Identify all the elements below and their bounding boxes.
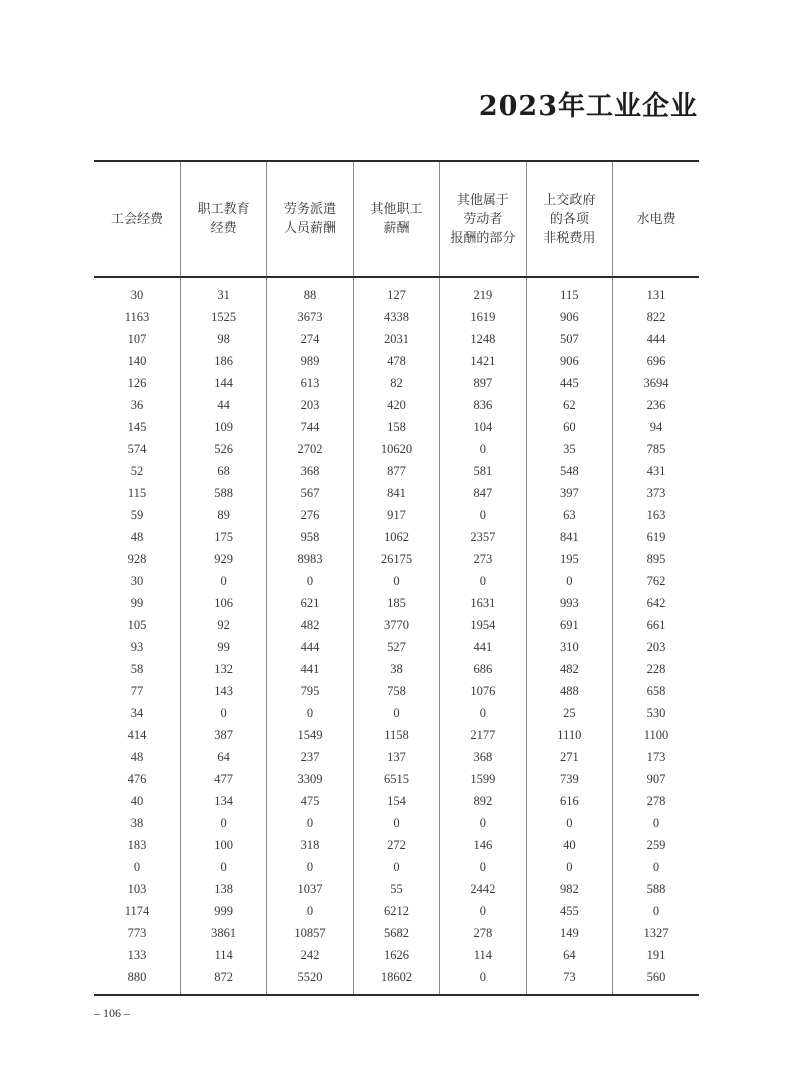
table-row <box>94 394 699 416</box>
table-cell: 560 <box>613 966 699 995</box>
column-header-line: 经费 <box>210 221 237 236</box>
table-cell: 2442 <box>440 878 526 900</box>
table-cell: 621 <box>267 592 353 614</box>
table-cell: 6212 <box>353 900 439 922</box>
table-cell: 107 <box>127 331 147 346</box>
table-cell: 63 <box>526 504 612 526</box>
table-cell: 1174 <box>124 903 150 918</box>
table-cell: 526 <box>180 438 266 460</box>
table-cell: 744 <box>267 416 353 438</box>
table-cell: 1076 <box>440 680 526 702</box>
table-cell: 906 <box>526 306 612 328</box>
table-cell: 30 <box>130 573 144 588</box>
table-cell: 89 <box>180 504 266 526</box>
table-cell: 0 <box>613 812 699 834</box>
page-title: 2023年工业企业 <box>478 91 698 122</box>
table-cell: 795 <box>267 680 353 702</box>
table-cell: 132 <box>180 658 266 680</box>
table-cell: 1525 <box>180 306 266 328</box>
table-cell: 175 <box>180 526 266 548</box>
table-cell: 30 <box>130 287 144 302</box>
table-cell: 3861 <box>180 922 266 944</box>
table-row <box>94 812 699 834</box>
table-cell: 488 <box>526 680 612 702</box>
table-cell: 989 <box>267 350 353 372</box>
table-cell: 0 <box>353 812 439 834</box>
table-cell: 126 <box>127 375 147 390</box>
table-cell: 762 <box>613 570 699 592</box>
column-header-line: 工会经费 <box>110 211 163 227</box>
table-cell: 104 <box>440 416 526 438</box>
table-cell: 10620 <box>353 438 439 460</box>
table-cell: 6515 <box>353 768 439 790</box>
table-cell: 154 <box>353 790 439 812</box>
table-cell: 588 <box>180 482 266 504</box>
column-header-line: 其他属于 <box>456 192 509 208</box>
table-cell: 758 <box>353 680 439 702</box>
table-cell: 18602 <box>353 966 439 995</box>
table-cell: 58 <box>130 661 144 676</box>
table-cell: 1158 <box>353 724 439 746</box>
table-cell: 3309 <box>267 768 353 790</box>
table-cell: 1599 <box>440 768 526 790</box>
table-cell: 36 <box>130 397 144 412</box>
table-cell: 431 <box>613 460 699 482</box>
table-cell: 907 <box>613 768 699 790</box>
table-cell: 98 <box>180 328 266 350</box>
table-cell: 195 <box>526 548 612 570</box>
table-cell: 548 <box>526 460 612 482</box>
table-cell: 892 <box>440 790 526 812</box>
table-cell: 259 <box>613 834 699 856</box>
table-row <box>94 768 699 790</box>
table-cell: 0 <box>267 900 353 922</box>
table-cell: 507 <box>526 328 612 350</box>
table-cell: 368 <box>440 746 526 768</box>
table-cell: 0 <box>526 812 612 834</box>
table-row <box>94 724 699 746</box>
table-cell: 2357 <box>440 526 526 548</box>
table-row <box>94 856 699 878</box>
table-cell: 92 <box>180 614 266 636</box>
table-cell: 203 <box>267 394 353 416</box>
table-row <box>94 966 699 995</box>
table-row <box>94 834 699 856</box>
table-cell: 163 <box>613 504 699 526</box>
table-cell: 106 <box>180 592 266 614</box>
table-cell: 0 <box>267 856 353 878</box>
column-header <box>180 161 266 277</box>
table-row <box>94 416 699 438</box>
table-cell: 1110 <box>526 724 612 746</box>
table-cell: 173 <box>613 746 699 768</box>
table-cell: 127 <box>353 277 439 306</box>
column-header-line: 非税费用 <box>543 230 596 246</box>
table-cell: 228 <box>613 658 699 680</box>
column-header <box>526 161 612 277</box>
table-cell: 236 <box>613 394 699 416</box>
table-cell: 60 <box>526 416 612 438</box>
table-cell: 880 <box>127 969 147 984</box>
table-row <box>94 482 699 504</box>
table-row <box>94 636 699 658</box>
table-cell: 441 <box>440 636 526 658</box>
table-cell: 25 <box>526 702 612 724</box>
table-cell: 642 <box>613 592 699 614</box>
table-cell: 0 <box>353 702 439 724</box>
table-row <box>94 438 699 460</box>
table-cell: 134 <box>180 790 266 812</box>
table-cell: 140 <box>127 353 147 368</box>
table-cell: 191 <box>613 944 699 966</box>
table-cell: 48 <box>130 749 144 764</box>
table-cell: 0 <box>526 570 612 592</box>
table-cell: 82 <box>353 372 439 394</box>
table-cell: 0 <box>440 900 526 922</box>
table-cell: 137 <box>353 746 439 768</box>
table-cell: 0 <box>133 859 141 874</box>
table-cell: 100 <box>180 834 266 856</box>
table-cell: 8983 <box>267 548 353 570</box>
table-cell: 482 <box>526 658 612 680</box>
table-cell: 35 <box>526 438 612 460</box>
table-row <box>94 658 699 680</box>
table-cell: 895 <box>613 548 699 570</box>
column-header <box>353 161 439 277</box>
table-cell: 999 <box>180 900 266 922</box>
table-cell: 1100 <box>613 724 699 746</box>
table-cell: 574 <box>127 441 147 456</box>
table-cell: 73 <box>526 966 612 995</box>
table-cell: 477 <box>180 768 266 790</box>
table-cell: 34 <box>130 705 144 720</box>
table-body <box>94 277 699 995</box>
table-cell: 99 <box>130 595 144 610</box>
column-header-line: 职工教育 <box>197 202 250 217</box>
table-cell: 841 <box>526 526 612 548</box>
table-cell: 445 <box>526 372 612 394</box>
table-row <box>94 526 699 548</box>
table-cell: 0 <box>440 966 526 995</box>
table-cell: 55 <box>353 878 439 900</box>
table-header <box>94 161 699 277</box>
column-header <box>267 161 353 277</box>
table-cell: 0 <box>613 900 699 922</box>
table-cell: 929 <box>180 548 266 570</box>
table-row <box>94 306 699 328</box>
table-row <box>94 460 699 482</box>
column-header-line: 薪酬 <box>383 221 410 236</box>
table-cell: 414 <box>127 727 147 742</box>
table-cell: 115 <box>526 277 612 306</box>
column-header-line: 上交政府 <box>543 192 596 208</box>
table-cell: 273 <box>440 548 526 570</box>
table-cell: 94 <box>613 416 699 438</box>
table-cell: 52 <box>130 463 144 478</box>
table-cell: 478 <box>353 350 439 372</box>
table-cell: 1631 <box>440 592 526 614</box>
table-cell: 93 <box>130 639 144 654</box>
table-row <box>94 570 699 592</box>
column-header-line: 其他职工 <box>370 202 423 217</box>
table-cell: 619 <box>613 526 699 548</box>
table-cell: 276 <box>267 504 353 526</box>
column-header-line: 的各项 <box>549 211 589 227</box>
table-cell: 917 <box>353 504 439 526</box>
table-row <box>94 277 699 306</box>
table-cell: 928 <box>127 551 147 566</box>
table-cell: 661 <box>613 614 699 636</box>
table-cell: 686 <box>440 658 526 680</box>
table-cell: 0 <box>440 702 526 724</box>
table-cell: 131 <box>613 277 699 306</box>
table-cell: 0 <box>267 570 353 592</box>
table-cell: 822 <box>613 306 699 328</box>
table-cell: 1619 <box>440 306 526 328</box>
table-cell: 530 <box>613 702 699 724</box>
table-cell: 115 <box>127 485 147 500</box>
table-cell: 38 <box>353 658 439 680</box>
table-row <box>94 548 699 570</box>
table-row <box>94 504 699 526</box>
table-cell: 143 <box>180 680 266 702</box>
column-header <box>613 161 699 277</box>
table-cell: 68 <box>180 460 266 482</box>
table-cell: 696 <box>613 350 699 372</box>
table-cell: 114 <box>440 944 526 966</box>
table-cell: 0 <box>440 812 526 834</box>
table-cell: 2177 <box>440 724 526 746</box>
table-cell: 64 <box>526 944 612 966</box>
table-row <box>94 350 699 372</box>
table-cell: 242 <box>267 944 353 966</box>
table-cell: 0 <box>180 812 266 834</box>
table-row <box>94 372 699 394</box>
table-cell: 5520 <box>267 966 353 995</box>
table-cell: 906 <box>526 350 612 372</box>
table-cell: 109 <box>180 416 266 438</box>
table-cell: 158 <box>353 416 439 438</box>
table-cell: 444 <box>267 636 353 658</box>
table-cell: 581 <box>440 460 526 482</box>
table-cell: 836 <box>440 394 526 416</box>
table-cell: 1062 <box>353 526 439 548</box>
table-cell: 278 <box>440 922 526 944</box>
table-row <box>94 944 699 966</box>
table-cell: 527 <box>353 636 439 658</box>
table-row <box>94 878 699 900</box>
table-cell: 237 <box>267 746 353 768</box>
column-header <box>440 161 526 277</box>
table-cell: 0 <box>180 702 266 724</box>
table-cell: 841 <box>353 482 439 504</box>
table-cell: 26175 <box>353 548 439 570</box>
table-cell: 739 <box>526 768 612 790</box>
table-cell: 271 <box>526 746 612 768</box>
table-cell: 455 <box>526 900 612 922</box>
table-cell: 1549 <box>267 724 353 746</box>
table-cell: 44 <box>180 394 266 416</box>
table-row <box>94 900 699 922</box>
table-cell: 2031 <box>353 328 439 350</box>
table-cell: 318 <box>267 834 353 856</box>
table-cell: 993 <box>526 592 612 614</box>
table-cell: 658 <box>613 680 699 702</box>
table-cell: 64 <box>180 746 266 768</box>
table-cell: 691 <box>526 614 612 636</box>
table-cell: 982 <box>526 878 612 900</box>
table-cell: 1163 <box>124 309 150 324</box>
table-cell: 62 <box>526 394 612 416</box>
table-cell: 59 <box>130 507 144 522</box>
data-table <box>94 160 699 996</box>
column-header-line: 劳动者 <box>463 211 503 227</box>
table-cell: 0 <box>613 856 699 878</box>
table-row <box>94 922 699 944</box>
table-cell: 133 <box>127 947 147 962</box>
table-cell: 114 <box>180 944 266 966</box>
table-cell: 1954 <box>440 614 526 636</box>
table-row <box>94 328 699 350</box>
table-cell: 0 <box>440 438 526 460</box>
table-row <box>94 680 699 702</box>
table-cell: 144 <box>180 372 266 394</box>
table-cell: 40 <box>526 834 612 856</box>
table-cell: 397 <box>526 482 612 504</box>
table-cell: 1626 <box>353 944 439 966</box>
table-cell: 3770 <box>353 614 439 636</box>
table-cell: 48 <box>130 529 144 544</box>
table-cell: 0 <box>440 504 526 526</box>
table-cell: 0 <box>526 856 612 878</box>
table-cell: 0 <box>440 570 526 592</box>
table-cell: 99 <box>180 636 266 658</box>
table-cell: 3694 <box>613 372 699 394</box>
table-cell: 616 <box>526 790 612 812</box>
table-cell: 897 <box>440 372 526 394</box>
column-header <box>94 161 180 277</box>
table-cell: 1327 <box>613 922 699 944</box>
table-cell: 5682 <box>353 922 439 944</box>
table-cell: 149 <box>526 922 612 944</box>
table-cell: 1248 <box>440 328 526 350</box>
page-number: – 106 – <box>94 1006 130 1020</box>
table-cell: 368 <box>267 460 353 482</box>
table-cell: 88 <box>267 277 353 306</box>
table-cell: 1037 <box>267 878 353 900</box>
table-cell: 310 <box>526 636 612 658</box>
table-cell: 0 <box>353 570 439 592</box>
column-header-line: 水电费 <box>636 211 676 227</box>
table-cell: 773 <box>127 925 147 940</box>
table-cell: 4338 <box>353 306 439 328</box>
table-cell: 588 <box>613 878 699 900</box>
table-cell: 0 <box>267 812 353 834</box>
table-cell: 0 <box>180 570 266 592</box>
table-row <box>94 790 699 812</box>
table-cell: 877 <box>353 460 439 482</box>
table-cell: 272 <box>353 834 439 856</box>
table-cell: 274 <box>267 328 353 350</box>
table-cell: 420 <box>353 394 439 416</box>
table-row <box>94 614 699 636</box>
column-header-line: 报酬的部分 <box>450 230 516 246</box>
table-cell: 145 <box>127 419 147 434</box>
table-cell: 103 <box>127 881 147 896</box>
table-cell: 872 <box>180 966 266 995</box>
table-cell: 185 <box>353 592 439 614</box>
table-cell: 183 <box>127 837 147 852</box>
table-cell: 958 <box>267 526 353 548</box>
table-cell: 0 <box>440 856 526 878</box>
table-row <box>94 702 699 724</box>
table-cell: 847 <box>440 482 526 504</box>
table-cell: 146 <box>440 834 526 856</box>
table-cell: 219 <box>440 277 526 306</box>
table-cell: 77 <box>130 683 144 698</box>
table-row <box>94 592 699 614</box>
table-cell: 38 <box>130 815 144 830</box>
table-cell: 186 <box>180 350 266 372</box>
table-cell: 203 <box>613 636 699 658</box>
table-cell: 31 <box>180 277 266 306</box>
table-cell: 0 <box>180 856 266 878</box>
table-cell: 373 <box>613 482 699 504</box>
table-cell: 387 <box>180 724 266 746</box>
table-cell: 278 <box>613 790 699 812</box>
table-row <box>94 746 699 768</box>
table-cell: 0 <box>267 702 353 724</box>
table-cell: 2702 <box>267 438 353 460</box>
table-cell: 785 <box>613 438 699 460</box>
table-cell: 476 <box>127 771 147 786</box>
table-cell: 10857 <box>267 922 353 944</box>
column-header-line: 人员薪酬 <box>284 221 337 236</box>
table-cell: 613 <box>267 372 353 394</box>
table-cell: 441 <box>267 658 353 680</box>
table-cell: 40 <box>130 793 144 808</box>
table-cell: 0 <box>353 856 439 878</box>
table-cell: 3673 <box>267 306 353 328</box>
header-row <box>94 161 699 277</box>
table-cell: 444 <box>613 328 699 350</box>
column-header-line: 劳务派遣 <box>284 202 337 217</box>
table-cell: 482 <box>267 614 353 636</box>
table-cell: 475 <box>267 790 353 812</box>
table-cell: 1421 <box>440 350 526 372</box>
table-cell: 105 <box>127 617 147 632</box>
table-cell: 567 <box>267 482 353 504</box>
table-cell: 138 <box>180 878 266 900</box>
